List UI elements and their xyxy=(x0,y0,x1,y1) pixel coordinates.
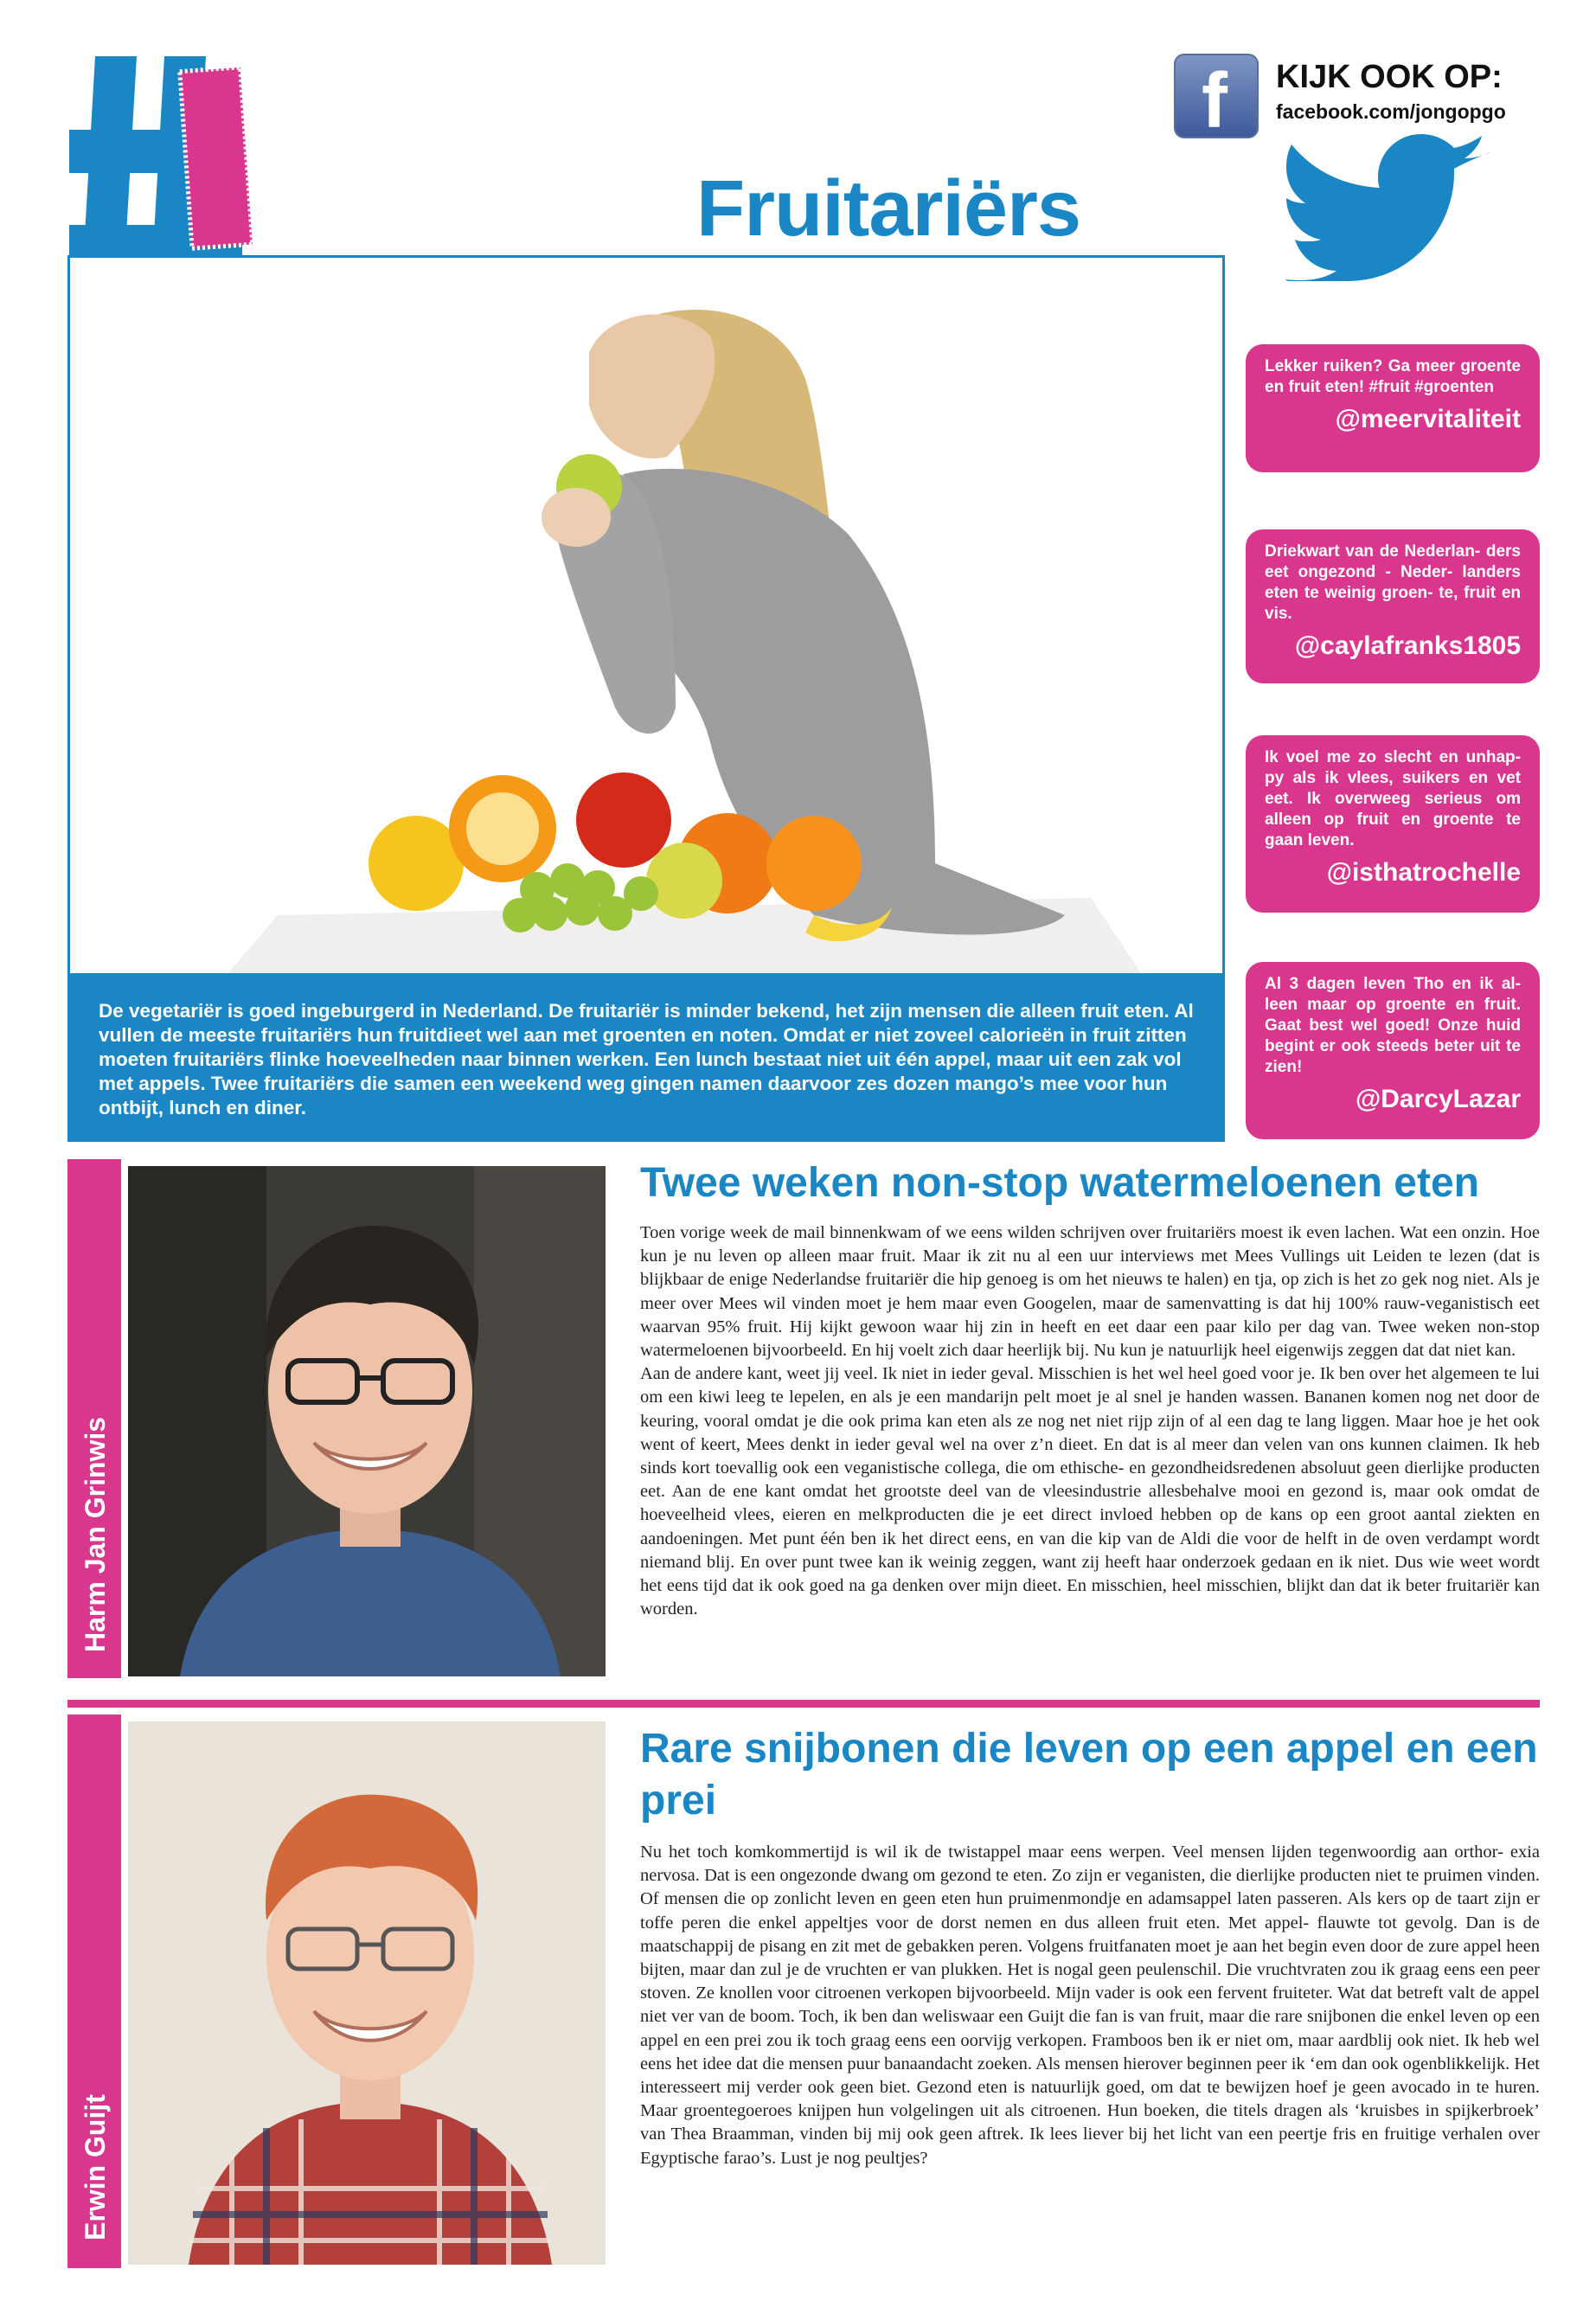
girl-eating-apple-photo xyxy=(70,258,1225,973)
article-paragraph: Toen vorige week de mail binnenkwam of we eens wilden schrijven over fruitariërs moest ik even lachen. Wat een onzin. Hoe kun je nu leven op alleen maar fruit. Maar ik zit nu al een uur interviews met Mees Vullings uit Leiden te lezen (dat is blijkbaar de enige Nederlandse fruitariër die hip genoeg is om het nieuws te halen) en tja, op zich is het zo gek nog niet. Als je meer over Mees wil vinden moet je hem maar even Googelen, maar de samenvatting is dat hij 100% rauw-veganistisch eet waarvan 95% fruit. Hij kijkt gewoon waar hij zin in heeft en eet daar een paar kilo per dag van. Twee weken non-stop watermeloenen bijvoorbeeld. En hij voelt zich daar heerlijk bij. Nu kun je natuurlijk heel eigenwijs zeggen dat dat niet kan. xyxy=(640,1223,1540,1361)
tweet-handle[interactable]: @isthatrochelle xyxy=(1326,858,1521,887)
tweet-text: Driekwart van de Nederlan- ders eet ongezond - Neder- landers eten te weinig groen- te, fruit en vis. xyxy=(1265,542,1521,623)
article-headline: Twee weken non-stop watermeloenen eten xyxy=(640,1160,1479,1206)
author-label xyxy=(67,1715,121,2268)
tweet-text: Al 3 dagen leven Tho en ik al- leen maar op groente en fruit. Gaat best wel goed! Onze huid begint er ook steeds beter uit te zien! xyxy=(1265,975,1521,1076)
twitter-bird-icon[interactable] xyxy=(1285,134,1497,281)
author-portrait xyxy=(128,1166,606,1676)
hero-caption: De vegetariër is goed ingeburgerd in Nederland. De fruitariër is minder bekend, het zijn mensen die alleen fruit eten. Al vullen de meeste fruitariërs hun fruitdieet wel aan met groenten en noten. Omdat er niet zoveel calorieën in fruit zitten moeten fruitariërs flinke hoeveelheden naar binnen werken. Een lunch bestaat niet uit één appel, maar uit een zak vol met appels. Twee fruitariërs die samen een weekend weg gingen namen daarvoor zes dozen mango’s mee voor hun ontbijt, lunch en diner. xyxy=(67,973,1225,1142)
author-portrait xyxy=(128,1721,606,2265)
facebook-url[interactable]: facebook.com/jongopgo xyxy=(1276,100,1506,123)
harm-jan-portrait-photo xyxy=(128,1166,606,1676)
article-paragraph: Aan de andere kant, weet jij veel. Ik niet in ieder geval. Misschien is het wel heel goed voor je. Ik ben over het algemeen te lui om een kiwi leeg te lepelen, en als je een mandarijn pelt moet je al snel je handen wassen. Bananen komen nog net door de keuring, vooral omdat je die ook prima kan eten als ze nog net niet rijp zijn of al een dag te lang liggen. Maar hoe je het ook went of keert, Mees denkt in ieder geval wel na over z’n dieet. En dat is al meer dan velen van ons kunnen claimen. Ik heb sinds kort toevallig ook een veganistische collega, die om ethische- en gezondheidsredenen absoluut geen dierlijke producten eet. Aan de ene kant omdat het grootste deel van de vleesindustrie allesbehalve mooi en gezond is, maar ook omdat de hoeveelheid vlees, eieren en melkproducten die je eet direct invloed hebben op de kans op een groot aantal ziekten en aandoeningen. Met punt één ben ik het direct eens, en van die kip van de Aldi die voor de helft in de oven verdampt wordt niemand blij. En over punt twee kan ik weinig zeggen, want zij heeft haar onderzoek gedaan en ik niet. Dus wie weet wordt het eens tijd dat ik ook goed na ga denken over mijn dieet. En misschien, heel misschien, blijkt dan dat ik beter fruitariër kan worden. xyxy=(640,1364,1540,1619)
tweet-text: Lekker ruiken? Ga meer groente en fruit eten! #fruit #groenten xyxy=(1265,357,1521,396)
tweet-card xyxy=(1246,962,1540,1139)
article-paragraph: Nu het toch komkommertijd is wil ik de twistappel maar eens werpen. Veel mensen lijden tegenwoordig aan orthor- exia nervosa. Dat is een ongezonde dwang om gezond te eten. Zo zijn er veganisten, die dierlijke producten niet te pruimen vinden. Of mensen die op zonlicht leven en geen eten hun pruimenmondje en adamsappel laten passeren. Als kers op de taart zijn er toffe peren die enkel appeltjes voor de dorst nemen en dus alleen fruit eten. Met appel- flauwte tot gevolg. Dan is de maatschappij de pisang en zit met de gebakken peren. Volgens fruitfanaten moet je aan het begin even door de zure appel heen bijten, maar dan zul je de vruchten er van plukken. Het is nogal geen peulenschil. Die vruchtvraten zou ik graag eens een peer stoven. Ze knollen voor citroenen verkopen bijvoorbeeld. Mijn vader is ook een fervent fruiteter. Wat dat betreft valt de appel niet ver van de boom. Toch, ik ben dan weliswaar een Guijt die fan is van fruit, maar die rare snijbonen die enkel leven op een appel en een prei zou ik toch graag eens een oorvijg verkopen. Framboos ben ik er niet om, maar aardblij ook niet. Ik heb wel eens het idee dat die mensen puur banaandacht zoeken. Als mensen hierover beginnen peer ik ‘em dan ook ogenblikkelijk. Het interesseert mij verder ook geen biet. Gezond eten is natuurlijk goed, om dat te bewijzen hoef je geen avocado in te huren. Maar groentegoeroes knijpen hun volgelingen uit als citroenen. Hun boeken, die titels dragen als ‘kruisbes in spijkerbroek’ van Thea Braamman, vinden bij mij ook geen aftrek. Ik lees liever bij het licht van een peertje fris en fruitige verhalen over Egyptische farao’s. Lust je nog peultjes? xyxy=(640,1843,1540,2168)
tweet-card xyxy=(1246,735,1540,913)
tweet-handle[interactable]: @caylafranks1805 xyxy=(1294,631,1521,660)
section-divider xyxy=(67,1700,1540,1708)
page-title: Fruitariërs xyxy=(696,164,1081,253)
article-headline: Rare snijbonen die leven op een appel en een prei xyxy=(640,1726,1538,1823)
facebook-icon[interactable]: f xyxy=(1174,54,1259,138)
tweet-handle[interactable]: @meervitaliteit xyxy=(1335,405,1521,433)
author-name: Erwin Guijt xyxy=(80,2094,111,2240)
erwin-portrait-photo xyxy=(128,1721,606,2265)
tweet-text: Ik voel me zo slecht en unhap- py als ik vlees, suikers en vet eet. Ik overweeg serieus om alleen op fruit en groente te gaan leven. xyxy=(1265,748,1521,849)
hero-photo xyxy=(67,255,1225,973)
article-body xyxy=(640,1221,1540,1621)
tweet-card xyxy=(1246,344,1540,472)
tweet-handle[interactable]: @DarcyLazar xyxy=(1355,1085,1521,1113)
tweet-card xyxy=(1246,529,1540,683)
facebook-heading: KIJK OOK OP: xyxy=(1276,59,1503,95)
author-label xyxy=(67,1159,121,1678)
article-body xyxy=(640,1841,1540,2170)
author-name: Harm Jan Grinwis xyxy=(80,1416,111,1652)
